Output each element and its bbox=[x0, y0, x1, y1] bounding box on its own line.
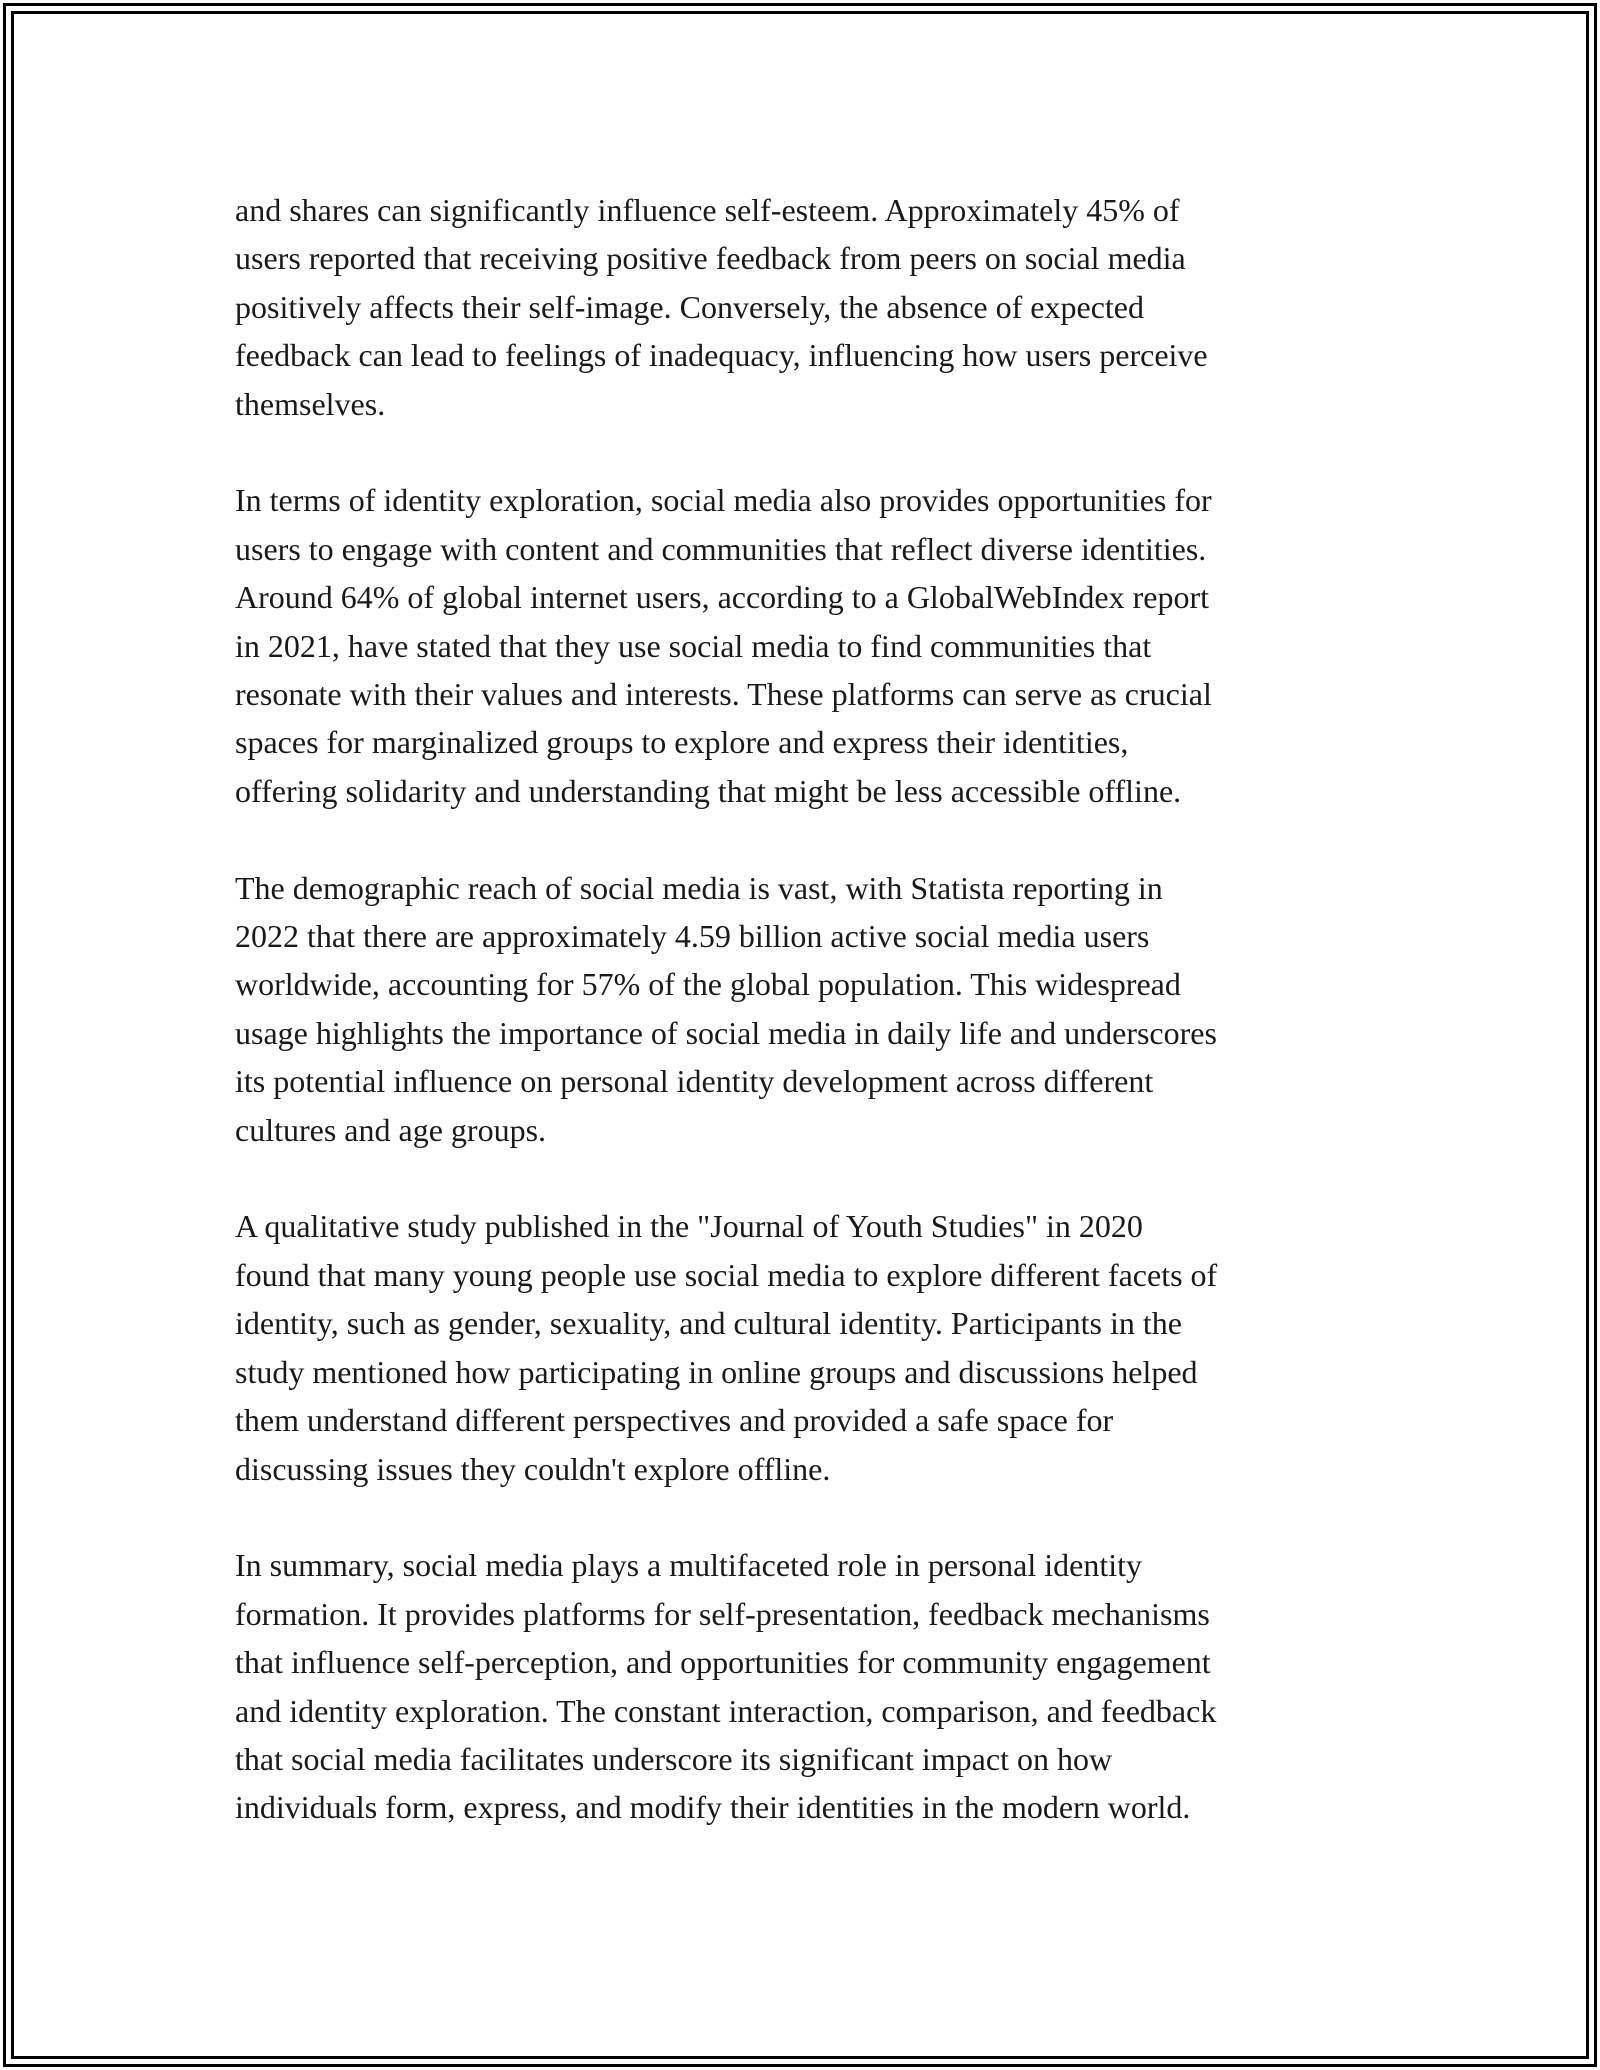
text-line: usage highlights the importance of social media in daily life and underscores bbox=[235, 1014, 1217, 1051]
text-line: them understand different perspectives and provided a safe space for bbox=[235, 1402, 1114, 1439]
paragraph-identity-exploration bbox=[235, 476, 1375, 815]
text-line: discussing issues they couldn't explore offline. bbox=[235, 1450, 831, 1487]
text-line: The demographic reach of social media is vast, with Statista reporting in bbox=[235, 869, 1163, 906]
text-line: 2022 that there are approximately 4.59 billion active social media users bbox=[235, 918, 1150, 955]
text-line: In summary, social media plays a multifaceted role in personal identity bbox=[235, 1547, 1142, 1584]
text-line: offering solidarity and understanding that might be less accessible offline. bbox=[235, 772, 1182, 809]
text-line: positively affects their self-image. Conversely, the absence of expected bbox=[235, 288, 1144, 325]
text-line: study mentioned how participating in online groups and discussions helped bbox=[235, 1353, 1198, 1390]
text-line: themselves. bbox=[235, 385, 386, 422]
text-line: formation. It provides platforms for self-presentation, feedback mechanisms bbox=[235, 1595, 1210, 1632]
text-line: that social media facilitates underscore its significant impact on how bbox=[235, 1740, 1113, 1777]
document-body bbox=[235, 186, 1375, 1880]
text-line: In terms of identity exploration, social media also provides opportunities for bbox=[235, 482, 1212, 519]
text-line: and identity exploration. The constant interaction, comparison, and feedback bbox=[235, 1692, 1217, 1729]
text-line: users to engage with content and communities that reflect diverse identities. bbox=[235, 530, 1207, 567]
text-line: and shares can significantly influence self-esteem. Approximately 45% of bbox=[235, 192, 1180, 228]
text-line: that influence self-perception, and opportunities for community engagement bbox=[235, 1644, 1211, 1681]
text-line: users reported that receiving positive feedback from peers on social media bbox=[235, 240, 1186, 277]
paragraph-demographic-reach bbox=[235, 864, 1375, 1154]
text-line: feedback can lead to feelings of inadequacy, influencing how users perceive bbox=[235, 337, 1208, 374]
text-line: cultures and age groups. bbox=[235, 1111, 547, 1148]
text-line: individuals form, express, and modify their identities in the modern world. bbox=[235, 1789, 1191, 1826]
text-line: resonate with their values and interests. These platforms can serve as crucial bbox=[235, 676, 1212, 713]
text-line: found that many young people use social media to explore different facets of bbox=[235, 1256, 1218, 1293]
text-line: its potential influence on personal identity development across different bbox=[235, 1063, 1154, 1100]
paragraph-qualitative-study bbox=[235, 1202, 1375, 1492]
paragraph-summary bbox=[235, 1541, 1375, 1831]
text-line: spaces for marginalized groups to explore and express their identities, bbox=[235, 724, 1129, 761]
text-line: identity, such as gender, sexuality, and cultural identity. Participants in the bbox=[235, 1305, 1182, 1342]
paragraph-feedback-self-esteem bbox=[235, 186, 1375, 428]
text-line: in 2021, have stated that they use social media to find communities that bbox=[235, 627, 1152, 664]
text-line: worldwide, accounting for 57% of the global population. This widespread bbox=[235, 966, 1181, 1003]
text-line: Around 64% of global internet users, according to a GlobalWebIndex report bbox=[235, 579, 1210, 616]
text-line: A qualitative study published in the "Journal of Youth Studies" in 2020 bbox=[235, 1208, 1143, 1245]
